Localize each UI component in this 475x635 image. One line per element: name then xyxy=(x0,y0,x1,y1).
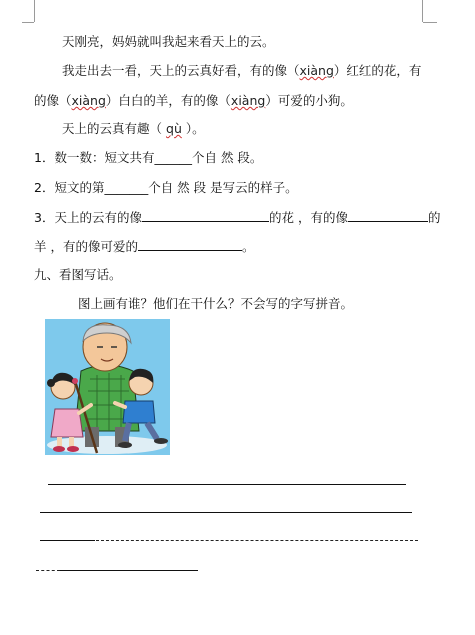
passage-line-1 xyxy=(62,34,275,50)
question-text: 3．天上的云有的像 xyxy=(34,210,142,225)
passage-text: 的像（ xyxy=(34,93,72,108)
ground-shadow xyxy=(47,436,167,454)
passage-text: 天上的云真有趣（ xyxy=(62,121,163,136)
prompt-text: 图上画有谁？他们在干什么？不会写的字写拼音。 xyxy=(78,296,354,311)
question-2 xyxy=(34,180,298,196)
question-3-line-1 xyxy=(34,209,440,226)
question-3-line-2 xyxy=(34,238,255,255)
dashed-writing-line[interactable] xyxy=(36,570,60,571)
question-text: 个自 然 段 是写云的样子。 xyxy=(148,180,298,195)
margin-corner-mark xyxy=(423,22,437,23)
margin-corner-mark xyxy=(34,0,35,22)
margin-corner-mark xyxy=(422,0,423,22)
writing-line[interactable] xyxy=(40,512,412,513)
passage-line-2 xyxy=(62,63,421,79)
writing-line[interactable] xyxy=(60,570,198,571)
answer-blank[interactable]: ______ xyxy=(154,150,192,165)
dashed-writing-line[interactable] xyxy=(96,540,418,541)
section-title-text: 九、看图写话。 xyxy=(34,267,122,282)
answer-blank[interactable] xyxy=(348,209,428,222)
writing-prompt xyxy=(78,296,353,312)
question-text: 个自 然 段。 xyxy=(191,150,263,165)
grandpa-children-illustration xyxy=(45,319,170,455)
question-text: 。 xyxy=(241,239,255,254)
passage-text: ）。 xyxy=(185,121,205,136)
pinyin-annotation: xiàng xyxy=(71,93,106,108)
passage-line-3 xyxy=(34,93,353,109)
passage-text: 天刚亮，妈妈就叫我起来看天上的云。 xyxy=(62,34,275,49)
margin-corner-mark xyxy=(22,22,34,23)
answer-blank[interactable]: _______ xyxy=(104,180,149,195)
answer-blank[interactable] xyxy=(138,238,242,251)
answer-blank[interactable] xyxy=(142,209,269,222)
passage-text: 我走出去一看，天上的云真好看，有的像（ xyxy=(62,63,300,78)
passage-text: ）可爱的小狗。 xyxy=(265,93,353,108)
passage-line-4 xyxy=(62,121,205,137)
question-text: 羊 ，有的像可爱的 xyxy=(34,239,138,254)
section-title xyxy=(34,267,122,283)
pinyin-annotation: xiàng xyxy=(299,63,334,78)
pinyin-annotation: xiàng xyxy=(230,93,266,108)
passage-text: ）白白的羊，有的像（ xyxy=(105,93,231,108)
writing-line[interactable] xyxy=(48,484,406,485)
writing-line[interactable] xyxy=(40,540,95,541)
question-1 xyxy=(34,150,262,166)
passage-text: ）红红的花，有 xyxy=(333,63,422,78)
pinyin-annotation: qù xyxy=(166,121,182,136)
question-text: 1．数一数：短文共有 xyxy=(34,150,155,165)
question-text: 2．短文的第 xyxy=(34,180,105,195)
question-text: 的 xyxy=(427,210,441,225)
question-text: 的花 ，有的像 xyxy=(268,210,348,225)
